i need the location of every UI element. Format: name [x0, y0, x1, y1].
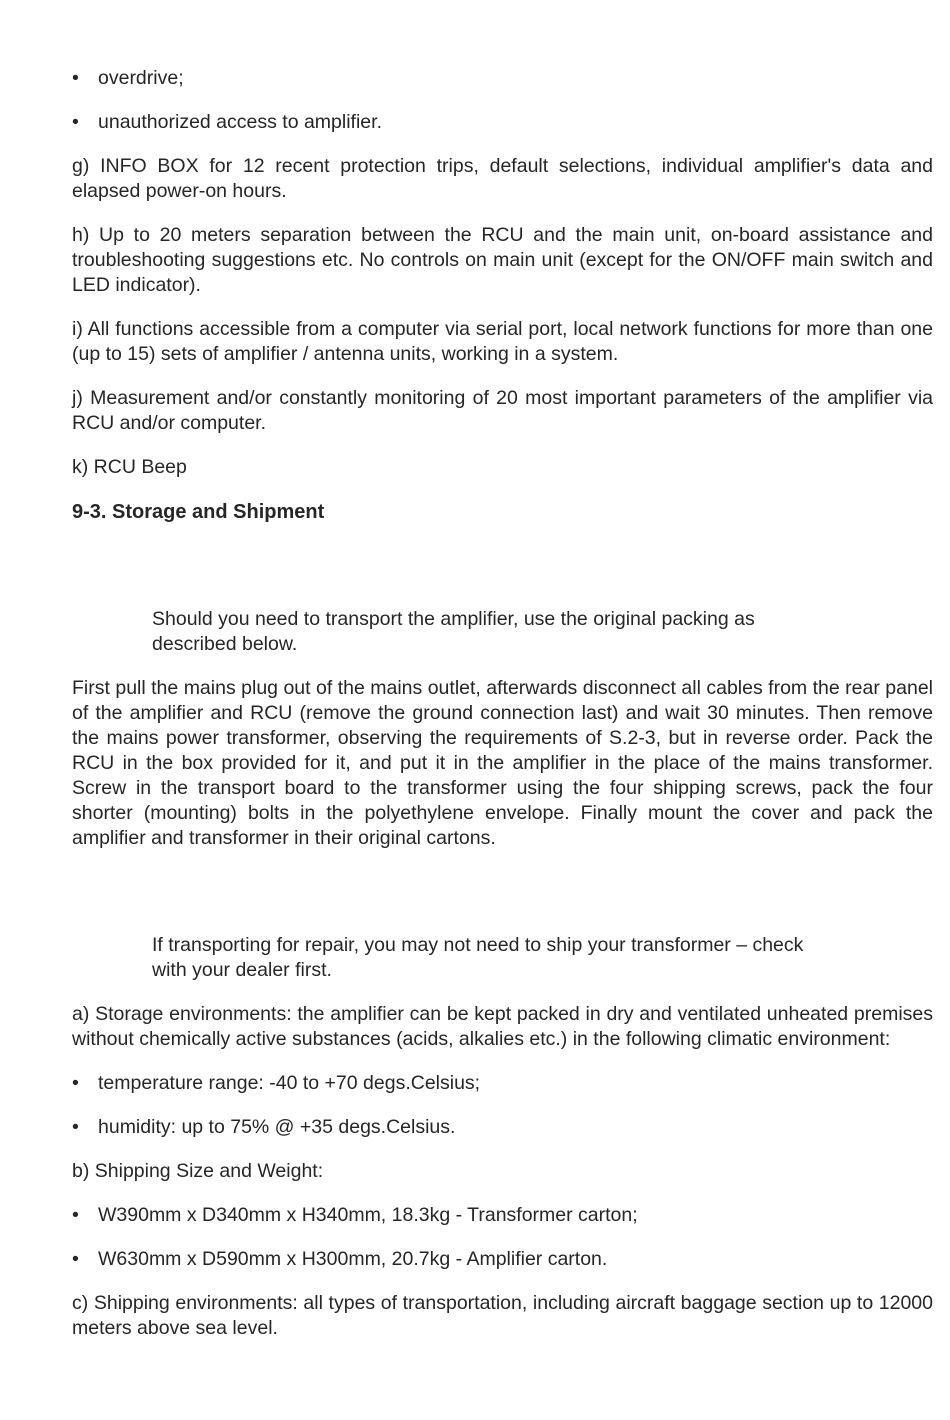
paragraph-j: j) Measurement and/or constantly monitoring of 20 most important parameters of the amplifier via RCU and/or computer.: [72, 387, 933, 434]
list-item: • W390mm x D340mm x H340mm, 18.3kg - Transformer carton;: [72, 1204, 638, 1226]
bullet-mark: •: [72, 1248, 79, 1270]
document-page: [72, 66, 933, 1341]
paragraph-k: k) RCU Beep: [72, 456, 187, 478]
paragraph-shipping-env: c) Shipping environments: all types of transportation, including aircraft baggage section up to 12000 meters above sea level.: [72, 1292, 933, 1339]
section-heading: 9-3. Storage and Shipment: [72, 501, 325, 523]
bullet-mark: •: [72, 67, 79, 89]
list-item: • humidity: up to 75% @ +35 degs.Celsius.: [72, 1116, 456, 1138]
paragraph-shipping-size: b) Shipping Size and Weight:: [72, 1160, 324, 1182]
bullet-mark: •: [72, 1204, 79, 1226]
bullet-mark: •: [72, 1116, 79, 1138]
paragraph-h: h) Up to 20 meters separation between the RCU and the main unit, on-board assistance and troubleshooting suggestions etc. No controls on main unit (except for the ON/OFF main switch and LED indicator).: [72, 224, 933, 296]
paragraph-storage: a) Storage environments: the amplifier can be kept packed in dry and ventilated unheated premises without chemically active substances (acids, alkalies etc.) in the following climatic environment:: [72, 1003, 933, 1050]
note-repair: If transporting for repair, you may not need to ship your transformer – check with your dealer first.: [152, 934, 804, 981]
list-item: • overdrive;: [72, 67, 184, 89]
list-item: • W630mm x D590mm x H300mm, 20.7kg - Amplifier carton.: [72, 1248, 608, 1270]
note-transport: Should you need to transport the amplifier, use the original packing as described below.: [152, 608, 755, 655]
paragraph-i: i) All functions accessible from a computer via serial port, local network functions for more than one (up to 15) sets of amplifier / antenna units, working in a system.: [72, 318, 933, 365]
paragraph-g: g) INFO BOX for 12 recent protection trips, default selections, individual amplifier's data and elapsed power-on hours.: [72, 155, 933, 202]
list-item: • temperature range: -40 to +70 degs.Celsius;: [72, 1072, 481, 1094]
paragraph-packing-instructions: First pull the mains plug out of the mains outlet, afterwards disconnect all cables from the rear panel of the amplifier and RCU (remove the ground connection last) and wait 30 minutes. Then remove the mains power transformer, observing the requirements of S.2-3, but in reverse order. Pack the RCU in the box provided for it, and put it in the amplifier in the place of the mains transformer. Screw in the transport board to the transformer using the four shipping screws, pack the four shorter (mounting) bolts in the polyethylene envelope. Finally mount the cover and pack the amplifier and transformer in their original cartons.: [72, 677, 933, 849]
list-item: • unauthorized access to amplifier.: [72, 111, 382, 133]
bullet-mark: •: [72, 1072, 79, 1094]
bullet-mark: •: [72, 111, 79, 133]
